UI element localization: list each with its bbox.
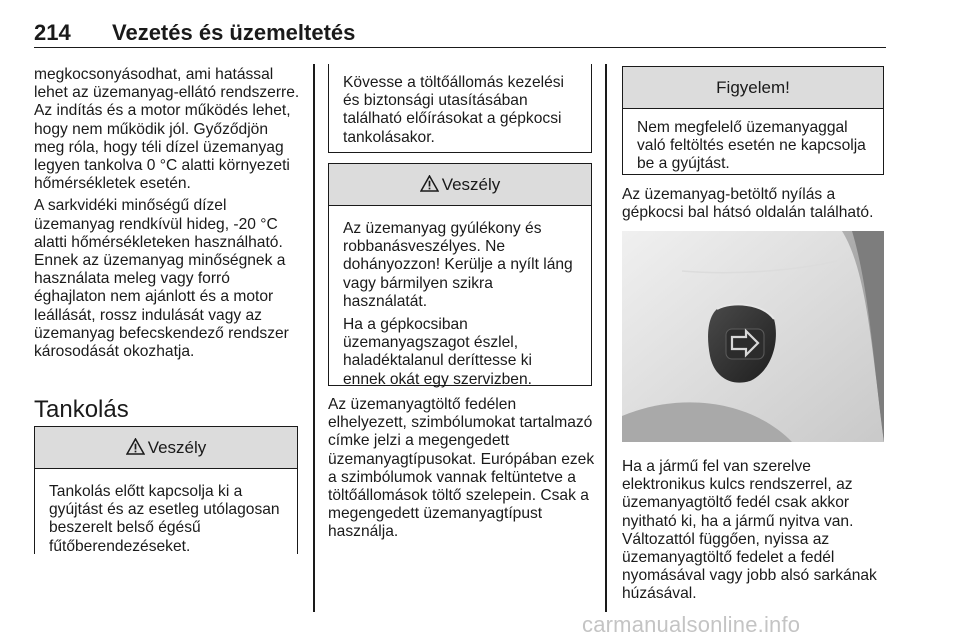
danger-box-body: [35, 469, 297, 569]
danger-box-title: Veszély: [441, 175, 501, 194]
page-number: 214: [34, 20, 71, 45]
info-box: [328, 64, 592, 153]
fuel-filler-flap-illustration: [622, 231, 884, 442]
page-header: [34, 14, 886, 48]
body-paragraph: Az üzemanyag-betöltő nyílás a gépkocsi bal hátsó oldalán található.: [622, 186, 874, 222]
right-column-text-2: [622, 458, 890, 608]
section-heading: Tankolás: [34, 396, 129, 423]
notice-box-header: [623, 67, 883, 109]
middle-column-text: [328, 396, 596, 546]
notice-text: Nem megfelelő üzemanyaggal való feltöltés esetén ne kapcsolja be a gyújtást.: [637, 119, 866, 173]
danger-text: Tankolás előtt kapcsolja ki a gyújtást és az esetleg utólagosan beszerelt belső égésű fűtőberendezéseket.: [49, 483, 280, 555]
notice-box: [622, 66, 884, 175]
danger-box-header: [35, 427, 297, 469]
danger-box-title: Veszély: [147, 438, 207, 457]
warning-triangle-icon: [420, 175, 439, 192]
info-box-body: [329, 64, 591, 160]
right-column-text-1: [622, 186, 888, 226]
left-column-text: [34, 66, 302, 365]
notice-box-body: [623, 109, 883, 187]
column-divider-left: [313, 64, 315, 612]
danger-text: Az üzemanyag gyúlékony és robbanásveszélyes. Ne dohányozzon! Kerülje a nyílt láng vagy bármilyen szikra használatát.: [343, 220, 573, 310]
watermark-text: carmanualsonline.info: [582, 612, 801, 637]
notice-box-title: Figyelem!: [716, 78, 790, 97]
fuel-filler-flap-photo: [622, 231, 884, 442]
danger-box-header: [329, 164, 591, 206]
danger-box: [34, 426, 298, 554]
body-paragraph: A sarkvidéki minőségű dízel üzemanyag rendkívül hideg, -20 °C alatti hőmérsékleteken használható. Ennek az üzemanyag minőségnek a használata meleg vagy forró éghajlaton nem ajánlott és a motor leállását, rossz indulását vagy az üzemanyag befecskendező rendszer károsodását okozhatja.: [34, 197, 289, 361]
danger-text: Ha a gépkocsiban üzemanyagszagot észlel, haladéktalanul deríttesse ki ennek okát egy szervizben.: [343, 316, 532, 388]
warning-triangle-icon: [126, 438, 145, 455]
danger-box: [328, 163, 592, 386]
column-divider-right: [605, 64, 607, 612]
info-text: Kövesse a töltőállomás kezelési és biztonsági utasításában található előírásokat a gépkocsi tankolásakor.: [343, 74, 565, 146]
body-paragraph: Ha a jármű fel van szerelve elektronikus kulcs rendszerrel, az üzemanyagtöltő fedél csak akkor nyitható ki, ha a jármű nyitva van. Változattól függően, nyissa az üzemanyagtöltő fedelet a fedél nyomásával vagy jobb alsó sarkának húzásával.: [622, 458, 877, 603]
chapter-title: Vezetés és üzemeltetés: [112, 20, 356, 45]
body-paragraph: megkocsonyásodhat, ami hatással lehet az üzemanyag-ellátó rendszerre. Az indítás és a motor működés lehet, hogy nem működik jól. Győződjön meg róla, hogy téli dízel üzemanyag legyen tankolva 0 °C alatti környezeti hőmérsékletek esetén.: [34, 66, 300, 193]
danger-box-body: [329, 206, 591, 402]
body-paragraph: Az üzemanyagtöltő fedélen elhelyezett, szimbólumokat tartalmazó címke jelzi a megengedett üzemanyagtípusokat. Európában ezek a szimbólumok vannak feltüntetve a töltőállomások töltő szelepein. Csak a megengedett üzemanyagtípust használja.: [328, 396, 595, 541]
